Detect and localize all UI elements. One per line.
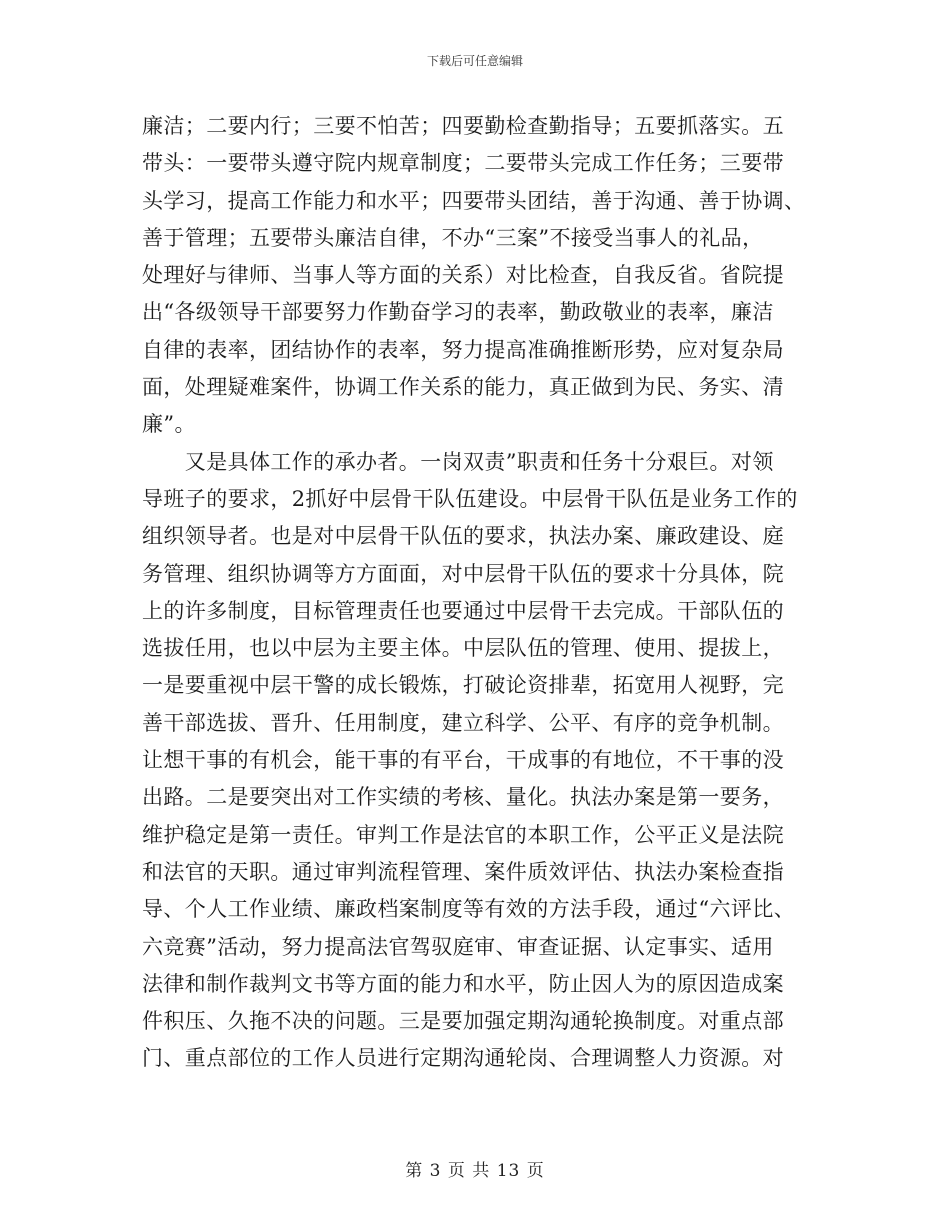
document-body (142, 108, 822, 1078)
body-line: 善干部选拔、晋升、任用制度，建立科学、公平、有序的竞争机制。 (142, 710, 784, 735)
body-line: 组织领导者。也是对中层骨干队伍的要求，执法办案、廉政建设、庭 (142, 524, 784, 549)
body-line: 出“各级领导干部要努力作勤奋学习的表率，勤政敬业的表率，廉洁 (142, 300, 774, 325)
body-line: 一是要重视中层干警的成长锻炼，打破论资排辈，拓宽用人视野，完 (142, 673, 784, 698)
header-note: 下载后可任意编辑 (426, 54, 523, 68)
body-line: 头学习，提高工作能力和水平；四要带头团结，善于沟通、善于协调、 (142, 188, 806, 213)
body-line: 面，处理疑难案件，协调工作关系的能力，真正做到为民、务实、清 (142, 375, 784, 400)
body-line: 让想干事的有机会，能干事的有平台，干成事的有地位，不干事的没 (142, 748, 784, 773)
body-line: 上的许多制度，目标管理责任也要通过中层骨干去完成。干部队伍的 (142, 598, 784, 623)
body-line: 出路。二是要突出对工作实绩的考核、量化。执法办案是第一要务， (142, 785, 784, 810)
page-number-footer: 第 3 页 共 13 页 (405, 1161, 545, 1181)
body-line: 选拔任用，也以中层为主要主体。中层队伍的管理、使用、提拔上， (142, 636, 784, 661)
body-line: 和法官的天职。通过审判流程管理、案件质效评估、执法办案检查指 (142, 859, 784, 884)
body-line: 善于管理；五要带头廉洁自律，不办“三案”不接受当事人的礼品， (142, 225, 764, 250)
body-line: 维护稳定是第一责任。审判工作是法官的本职工作，公平正义是法院 (142, 822, 784, 847)
body-line: 带头：一要带头遵守院内规章制度；二要带头完成工作任务；三要带 (142, 151, 784, 176)
body-line: 门、重点部位的工作人员进行定期沟通轮岗、合理调整人力资源。对 (142, 1046, 784, 1071)
body-line: 六竞赛”活动，努力提高法官驾驭庭审、审查证据、认定事实、适用 (142, 934, 774, 959)
body-line: 廉”。 (142, 412, 196, 437)
body-line: 廉洁；二要内行；三要不怕苦；四要勤检查勤指导；五要抓落实。五 (142, 114, 784, 138)
body-line: 自律的表率，团结协作的表率，努力提高准确推断形势，应对复杂局 (142, 337, 784, 362)
body-line: 又是具体工作的承办者。一岗双责”职责和任务十分艰巨。对领 (142, 449, 774, 474)
body-line: 件积压、久拖不决的问题。三是要加强定期沟通轮换制度。对重点部 (142, 1009, 784, 1034)
body-line: 处理好与律师、当事人等方面的关系）对比检查，自我反省。省院提 (142, 263, 784, 288)
body-line: 导、个人工作业绩、廉政档案制度等有效的方法手段，通过“六评比、 (142, 897, 796, 922)
body-line: 法律和制作裁判文书等方面的能力和水平，防止因人为的原因造成案 (142, 971, 784, 996)
body-line: 务管理、组织协调等方方面面，对中层骨干队伍的要求十分具体，院 (142, 561, 784, 586)
body-line: 导班子的要求，2抓好中层骨干队伍建设。中层骨干队伍是业务工作的 (142, 486, 798, 511)
